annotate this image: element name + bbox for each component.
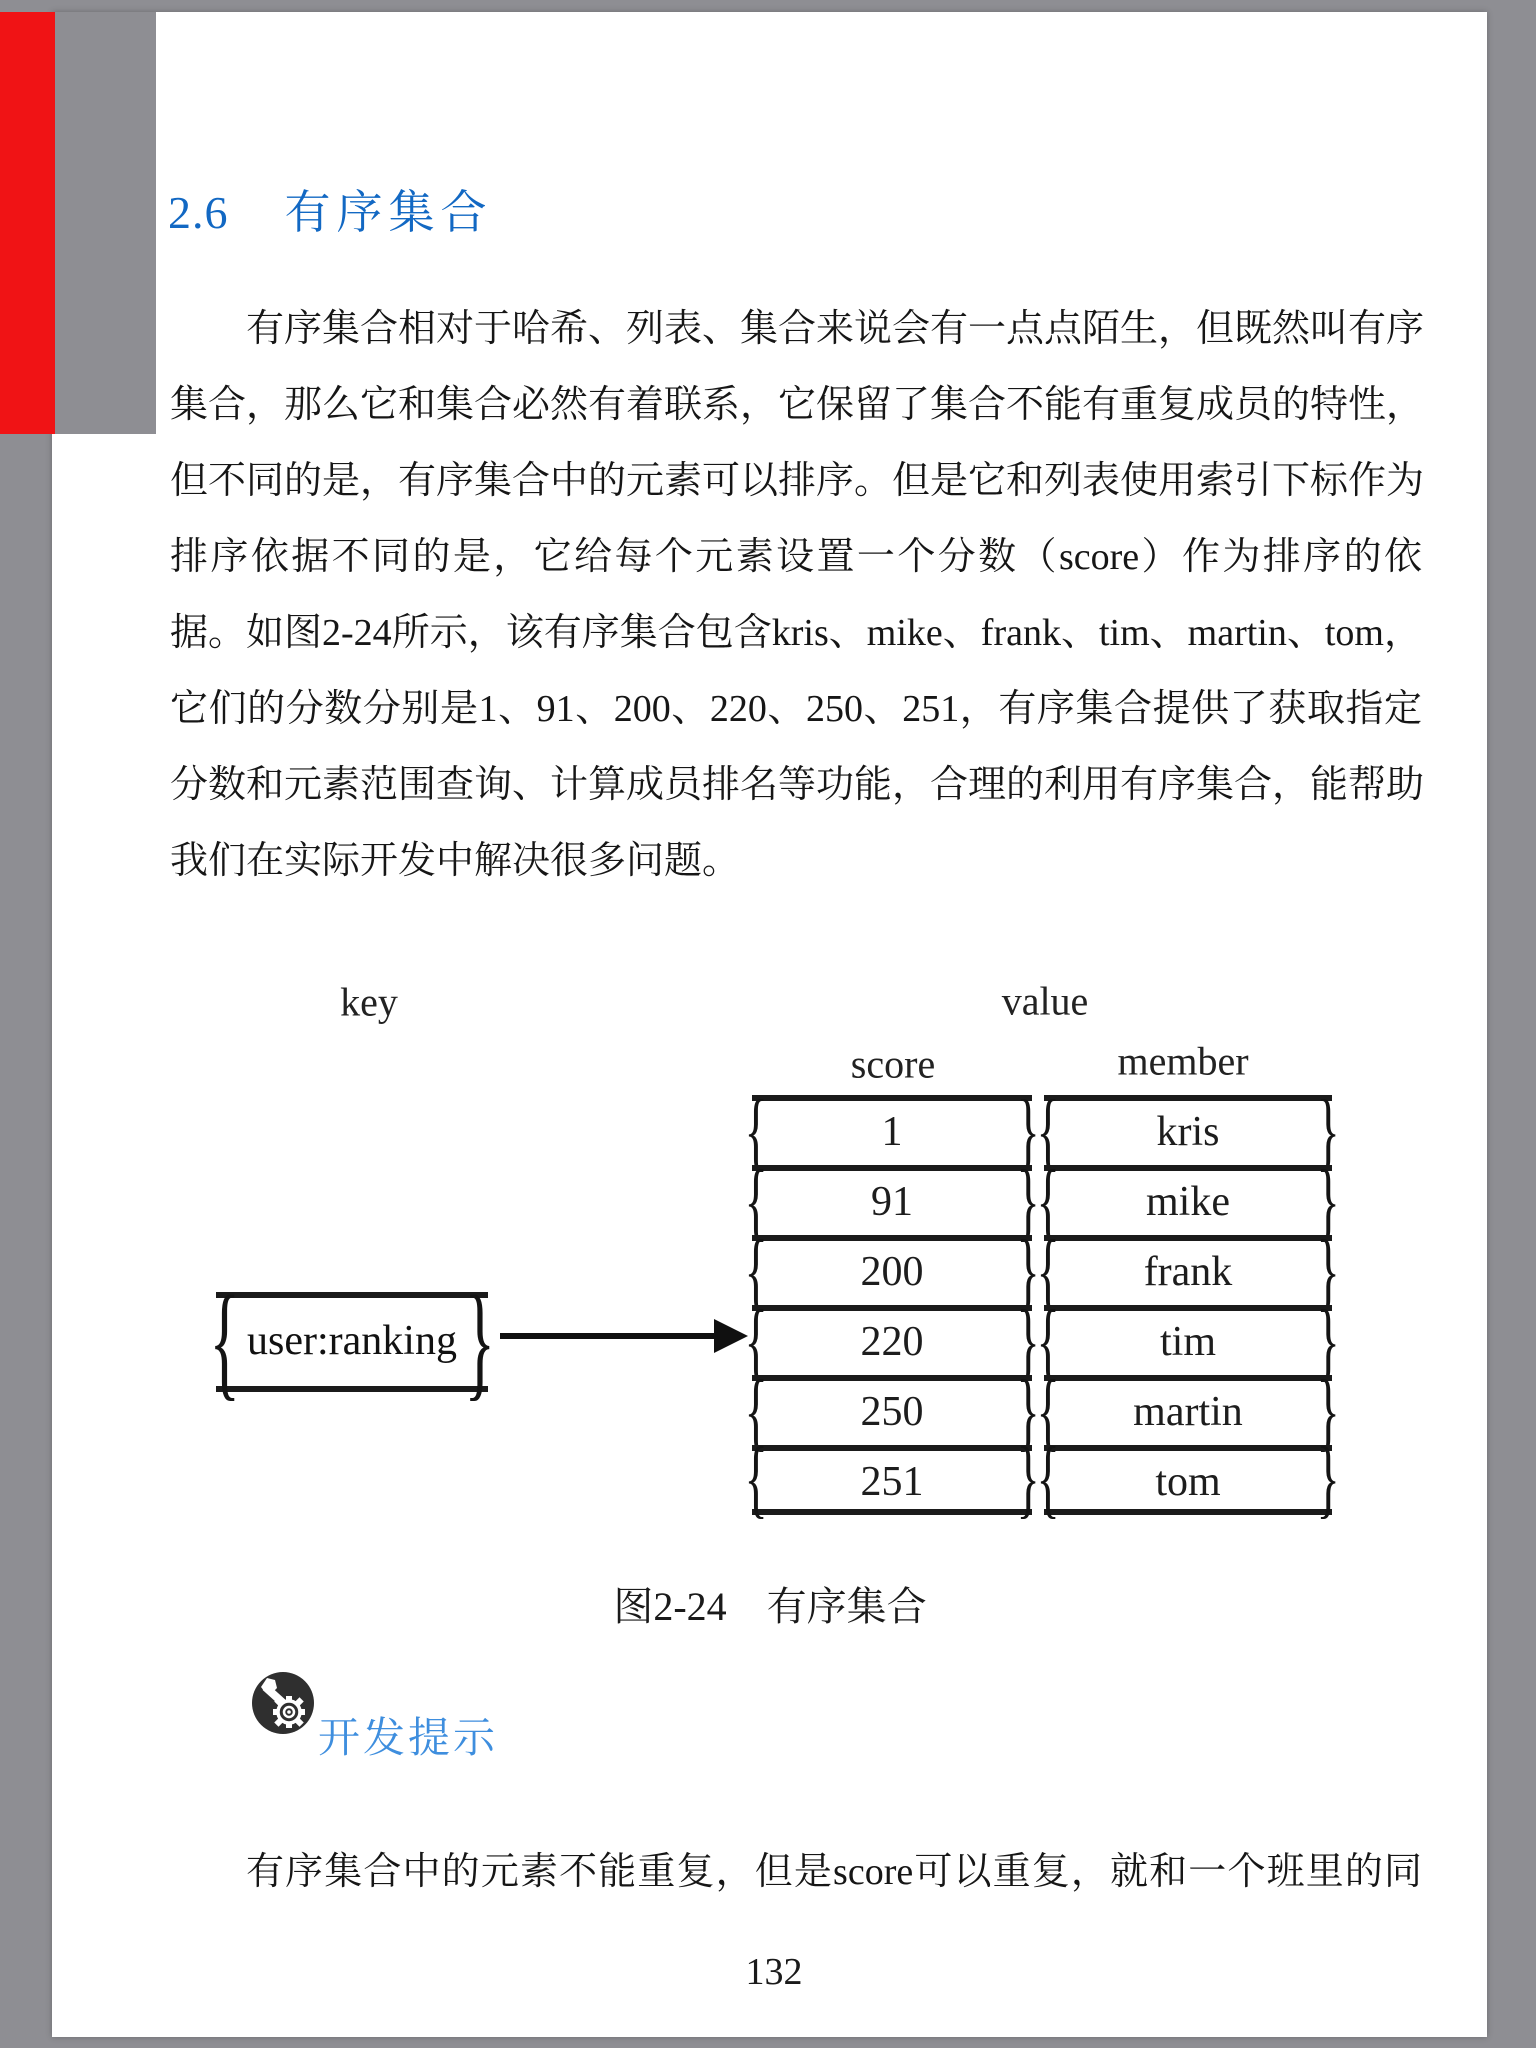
- paragraph-line: 据。如图2-24所示，该有序集合包含kris、mike、frank、tim、martin、tom，: [170, 612, 1422, 654]
- figure-member-column: [1044, 1095, 1332, 1515]
- member-cell: { martin }: [1044, 1375, 1332, 1445]
- member-cell: { tom }: [1044, 1445, 1332, 1515]
- paragraph-line: 我们在实际开发中解决很多问题。: [170, 840, 741, 882]
- paragraph: [170, 291, 1425, 899]
- page-number: 132: [745, 1951, 803, 1993]
- figure-key-box: { user:ranking }: [216, 1292, 488, 1392]
- section-number: 2.6: [168, 187, 229, 238]
- member-cell: { mike }: [1044, 1165, 1332, 1235]
- bookmark-ribbon[interactable]: [0, 12, 55, 434]
- paragraph-line: 有序集合中的元素不能重复，但是score可以重复，就和一个班里的同: [246, 1851, 1422, 1893]
- score-cell: { 220 }: [752, 1305, 1032, 1375]
- figure-value-label: value: [1001, 978, 1089, 1024]
- paragraph-line: 集合，那么它和集合必然有着联系，它保留了集合不能有重复成员的特性，: [170, 384, 1425, 426]
- score-cell: { 250 }: [752, 1375, 1032, 1445]
- figure-caption: 图2-24 有序集合: [613, 1584, 927, 1629]
- score-cell: { 91 }: [752, 1165, 1032, 1235]
- score-cell: { 251 }: [752, 1445, 1032, 1515]
- member-cell: { frank }: [1044, 1235, 1332, 1305]
- section-heading: [168, 188, 493, 238]
- figure-score-header: score: [850, 1041, 936, 1087]
- arrow-head-icon: [714, 1319, 748, 1353]
- wrench-gear-icon: [251, 1671, 315, 1735]
- figure-member-header: member: [1117, 1038, 1249, 1084]
- arrow-line: [500, 1333, 718, 1339]
- paragraph-line: 但不同的是，有序集合中的元素可以排序。但是它和列表使用索引下标作为: [170, 460, 1425, 502]
- member-cell: { kris }: [1044, 1095, 1332, 1165]
- section-title: 有序集合: [284, 187, 493, 238]
- page-left-gutter-shade: [55, 12, 156, 434]
- paragraph-line: 分数和元素范围查询、计算成员排名等功能，合理的利用有序集合，能帮助: [170, 764, 1425, 806]
- paragraph-line: 它们的分数分别是1、91、200、220、250、251，有序集合提供了获取指定: [170, 688, 1422, 730]
- member-cell: { tim }: [1044, 1305, 1332, 1375]
- score-cell: { 200 }: [752, 1235, 1032, 1305]
- paragraph-line: 有序集合相对于哈希、列表、集合来说会有一点点陌生，但既然叫有序: [246, 308, 1425, 350]
- paragraph-line: 排序依据不同的是，它给每个元素设置一个分数（score）作为排序的依: [170, 536, 1422, 578]
- figure-score-column: [752, 1095, 1032, 1515]
- dev-tip-label: 开发提示: [318, 1716, 499, 1762]
- tip-paragraph: [170, 1834, 1422, 1910]
- score-cell: { 1 }: [752, 1095, 1032, 1165]
- figure-key-label: key: [340, 979, 398, 1025]
